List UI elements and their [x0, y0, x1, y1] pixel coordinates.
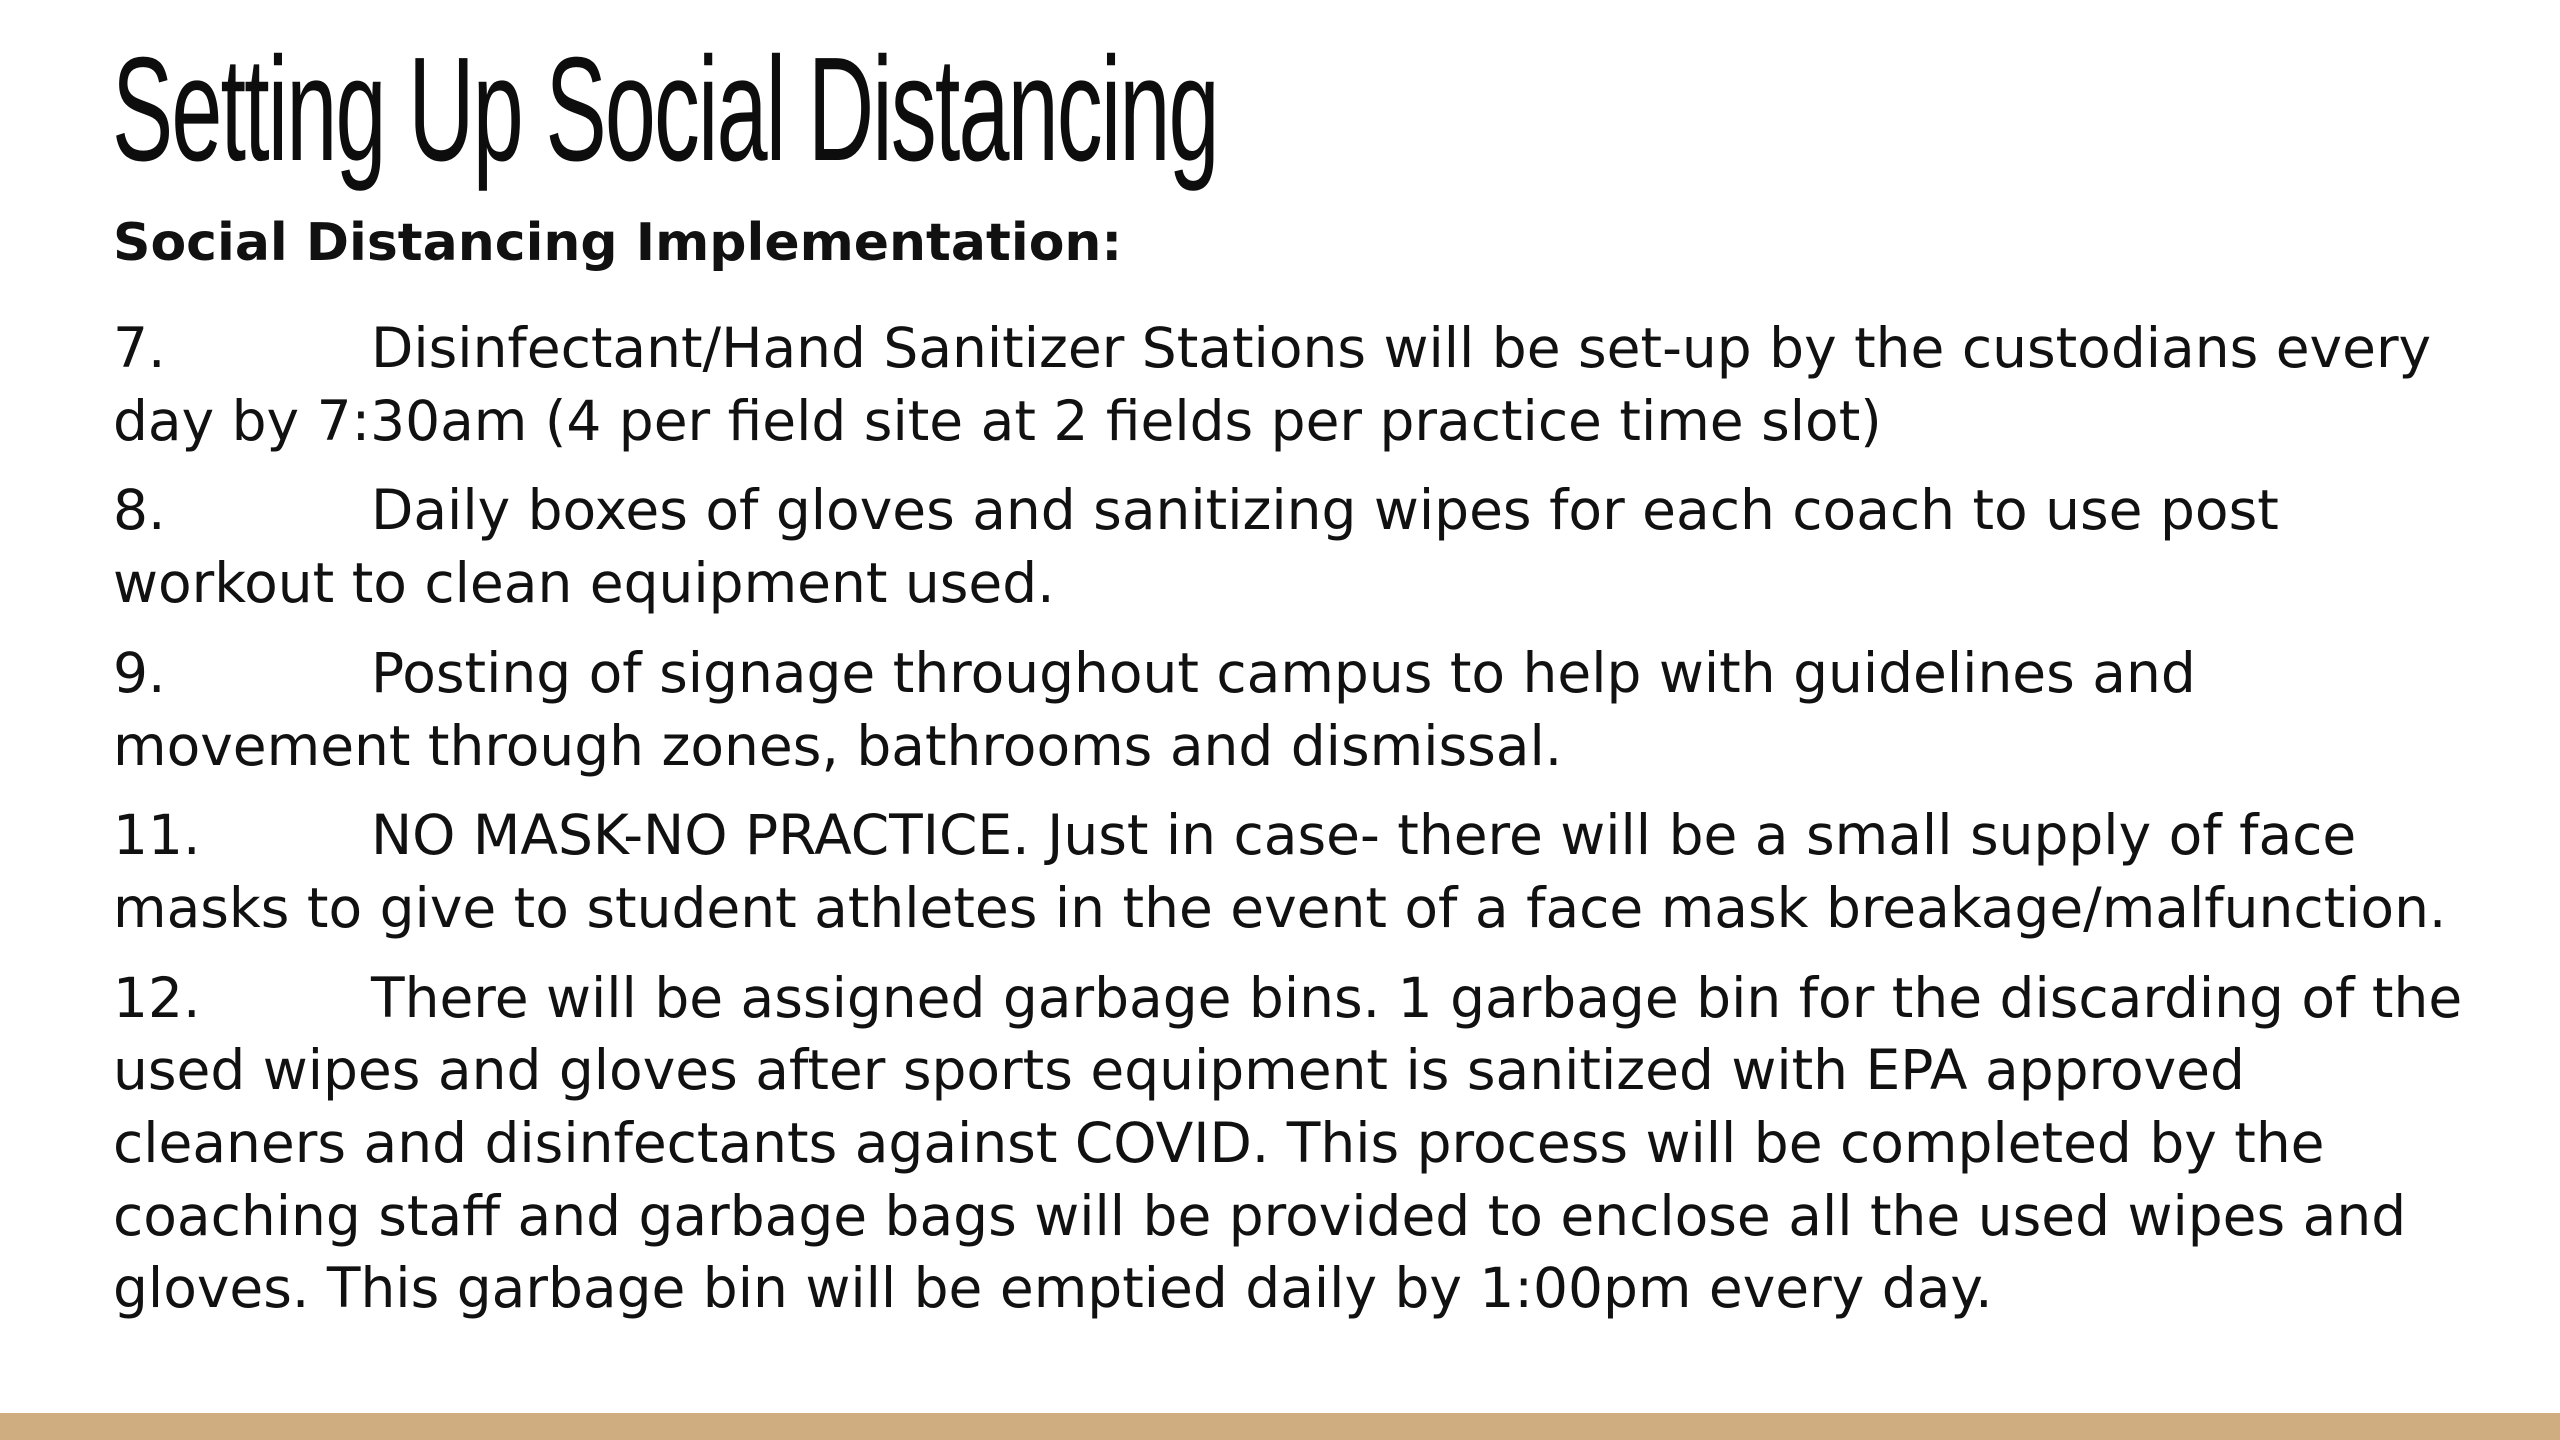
list-item-number: 11. [113, 803, 201, 868]
list-item-number: 8. [113, 478, 166, 543]
list-item [113, 799, 2493, 944]
list-item [113, 962, 2493, 1326]
list-item [113, 474, 2493, 619]
slide-title: Setting Up Social Distancing [112, 27, 1218, 192]
list-item-text: There will be assigned garbage bins. 1 garbage bin for the discarding of the used wipes and gloves after sports equipment is sanitized with EPA approved cleaners and disinfectants against COVID. This process will be completed by the coaching staff and garbage bags will be provided to enclose all the used wipes and gloves. This garbage bin will be emptied daily by 1:00pm every day. [113, 965, 2463, 1321]
list-item-text: Daily boxes of gloves and sanitizing wipes for each coach to use post workout to clean equipment used. [113, 478, 2279, 616]
slide-subtitle: Social Distancing Implementation: [113, 213, 1123, 273]
list-item-text: Disinfectant/Hand Sanitizer Stations will be set-up by the custodians every day by 7:30am (4 per field site at 2 fields per practice time slot) [113, 316, 2432, 453]
list-item-number: 9. [113, 640, 166, 705]
list-item-number: 12. [113, 965, 201, 1030]
list-item-number: 7. [113, 316, 166, 380]
list-item [113, 312, 2493, 457]
list-item-text: NO MASK-NO PRACTICE. Just in case- there will be a small supply of face masks to give to student athletes in the event of a face mask breakage/malfunction. [113, 803, 2447, 940]
footer-accent-bar [0, 1413, 2560, 1440]
list-item [113, 637, 2493, 782]
list-item-text: Posting of signage throughout campus to help with guidelines and movement through zones, bathrooms and dismissal. [113, 640, 2196, 778]
numbered-list [113, 312, 2493, 1342]
